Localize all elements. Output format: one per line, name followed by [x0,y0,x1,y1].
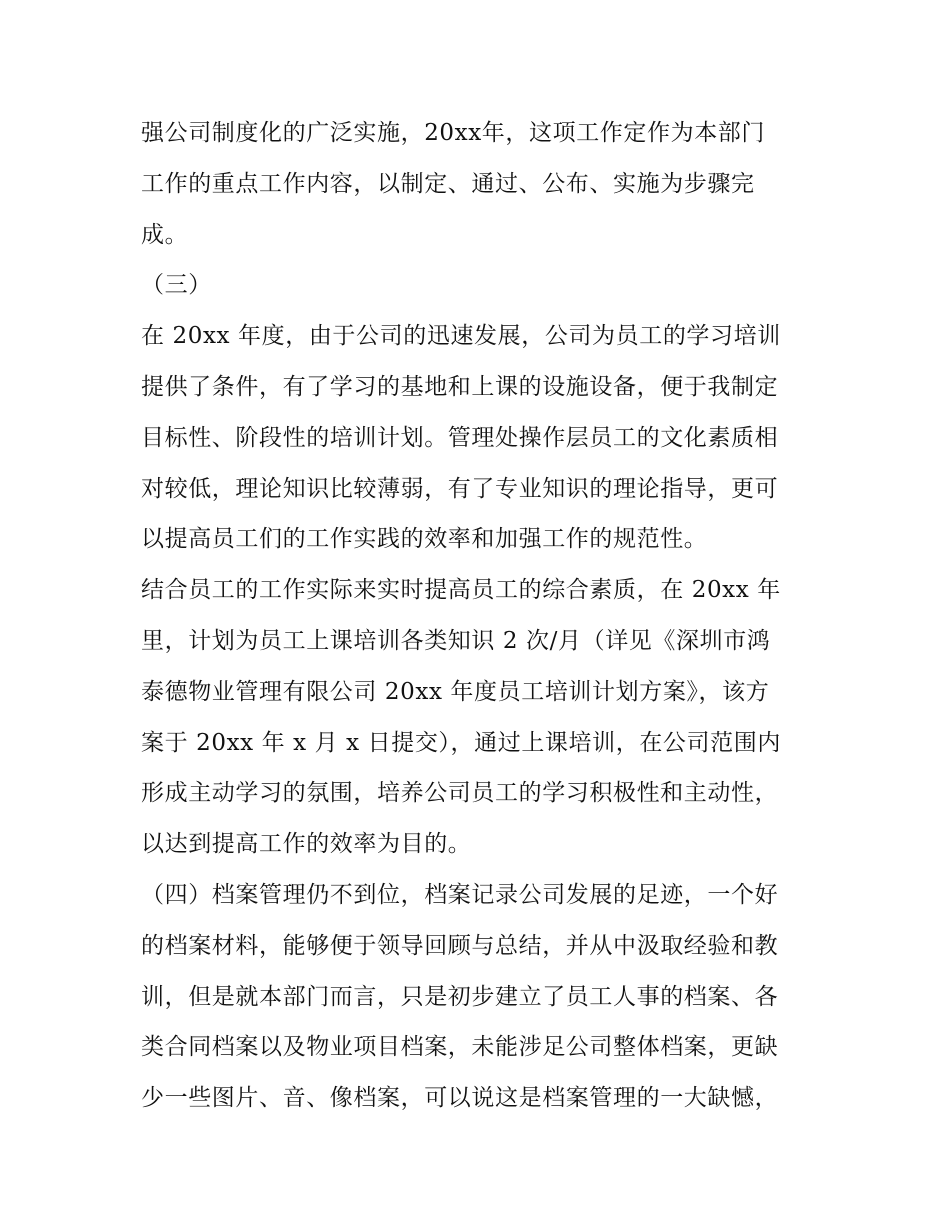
text-line: 目标性、阶段性的培训计划。管理处操作层员工的文化素质相 [141,424,779,451]
document-body [141,108,821,1124]
text-line: 结合员工的工作实际来实时提高员工的综合素质，在 20xx 年 [141,577,781,604]
text-line: 工作的重点工作内容，以制定、通过、公布、实施为步骤完 [141,170,755,197]
text-line: 提供了条件，有了学习的基地和上课的设施设备，便于我制定 [141,373,779,400]
text-line: 以达到提高工作的效率为目的。 [141,831,472,858]
text-line: 里，计划为员工上课培训各类知识 2 次/月（详见《深圳市鸿 [141,627,771,654]
text-line: 形成主动学习的氛围，培养公司员工的学习积极性和主动性， [141,780,779,807]
text-line: 对较低，理论知识比较薄弱，有了专业知识的理论指导，更可 [141,475,779,502]
text-line: 成。 [141,221,189,248]
text-line: 类合同档案以及物业项目档案，未能涉足公司整体档案，更缺 [141,1034,779,1061]
text-line: 泰德物业管理有限公司 20xx 年度员工培训计划方案》，该方 [141,678,770,705]
text-line: 在 20xx 年度，由于公司的迅速发展，公司为员工的学习培训 [141,323,781,350]
text-line: （四）档案管理仍不到位，档案记录公司发展的足迹，一个好 [141,881,779,908]
text-line: 案于 20xx 年 x 月 x 日提交），通过上课培训，在公司范围内 [141,729,781,756]
text-line: 训，但是就本部门而言，只是初步建立了员工人事的档案、各 [141,983,779,1010]
text-line: 少一些图片、音、像档案，可以说这是档案管理的一大缺憾， [141,1085,779,1112]
text-line: 强公司制度化的广泛实施，20xx年，这项工作定作为本部门 [141,120,766,146]
section-heading-3: （三） [141,272,212,299]
text-line: 的档案材料，能够便于领导回顾与总结，并从中汲取经验和教 [141,932,779,959]
text-line: 以提高员工们的工作实践的效率和加强工作的规范性。 [141,526,708,553]
